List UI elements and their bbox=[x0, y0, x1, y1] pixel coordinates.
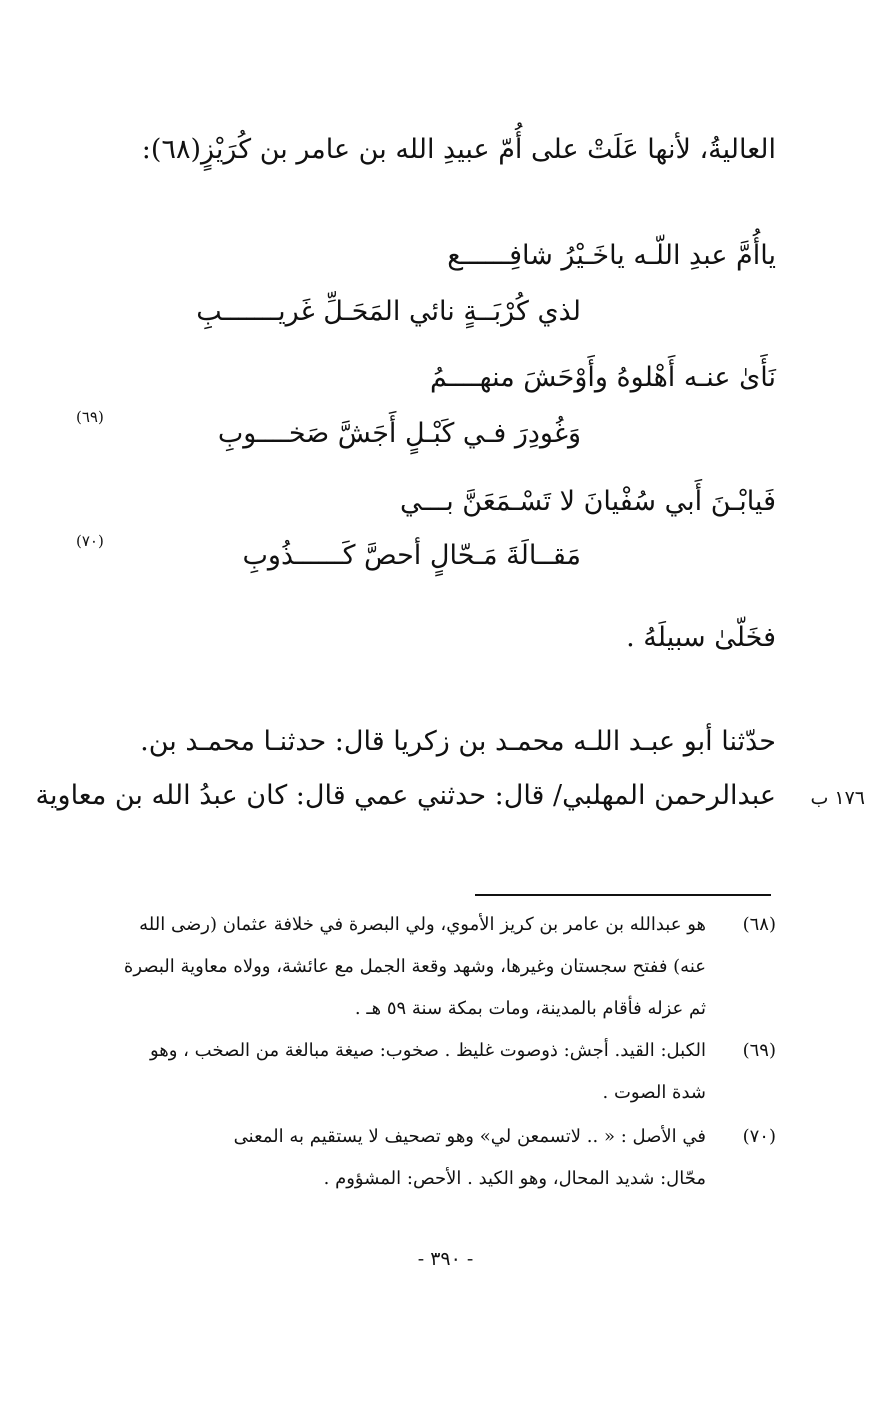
verse-1-second-hemistich: لذي كُرْبَــةٍ نائي المَحَـلِّ غَريـــــــبِ bbox=[196, 296, 581, 327]
verse-3-first-hemistich: فَيابْـنَ أَبي سُفْيانَ لا تَسْـمَعَنَّ بـــي bbox=[399, 486, 776, 517]
paragraph-line-1: حدّثنا أبو عبـد اللـه محمـد بن زكريا قال: حدثنـا محمـد بن. bbox=[140, 726, 776, 757]
footnote-70-line-1: في الأصل : « .. لاتسمعن لي» وهو تصحيف لا يستقيم به المعنى bbox=[233, 1126, 706, 1147]
verse-2-first-hemistich: نَأَىٰ عنـه أَهْلوهُ وأَوْحَشَ منهــــمُ bbox=[430, 362, 776, 393]
footnote-68-number: (٦٨) bbox=[742, 914, 776, 935]
footnote-68-line-2: عنه) ففتح سجستان وغيرها، وشهد وقعة الجمل مع عائشة، وولاه معاوية البصرة bbox=[123, 956, 706, 977]
footnote-68-line-3: ثم عزله فأقام بالمدينة، ومات بمكة سنة ٥٩ هـ . bbox=[354, 998, 706, 1019]
footnote-70-line-2: محّال: شديد المحال، وهو الكيد . الأحص: المشؤوم . bbox=[323, 1168, 706, 1189]
folio-marker: ١٧٦ ب bbox=[810, 787, 865, 809]
footnote-69-line-2: شدة الصوت . bbox=[602, 1082, 706, 1103]
footnote-70-number: (٧٠) bbox=[742, 1126, 776, 1147]
footnote-68-line-1: هو عبدالله بن عامر بن كريز الأموي، ولي البصرة في خلافة عثمان (رضى الله bbox=[139, 914, 706, 935]
footnote-ref-70: (٧٠) bbox=[76, 532, 104, 550]
footnote-69-line-1: الكبل: القيد. أجش: ذوصوت غليظ . صخوب: صيغة مبالغة من الصخب ، وهو bbox=[149, 1040, 706, 1061]
footnote-divider bbox=[475, 894, 771, 896]
footnote-69-number: (٦٩) bbox=[742, 1040, 776, 1061]
footnote-ref-69: (٦٩) bbox=[76, 408, 104, 426]
paragraph-line-2: عبدالرحمن المهلبي/ قال: حدثني عمي قال: كان عبدُ الله بن معاوية bbox=[35, 780, 776, 811]
intro-line: العاليةُ، لأنها عَلَتْ على أُمّ عبيدِ الله بن عامر بن كُرَيْزٍ(٦٨): bbox=[141, 134, 776, 165]
verse-1-first-hemistich: ياأُمَّ عبدِ اللّـه ياخَـيْرُ شافِــــــع bbox=[447, 240, 776, 271]
page-number: - ٣٩٠ - bbox=[417, 1248, 474, 1270]
verse-3-second-hemistich: مَقــالَةَ مَـحّالٍ أحصَّ كَــــــذُوبِ bbox=[242, 540, 581, 571]
closing-line: فخَلّىٰ سبيلَهُ . bbox=[626, 622, 776, 653]
verse-2-second-hemistich: وَغُودِرَ فـي كَبْـلٍ أَجَشَّ صَخــــوبِ bbox=[217, 418, 581, 449]
